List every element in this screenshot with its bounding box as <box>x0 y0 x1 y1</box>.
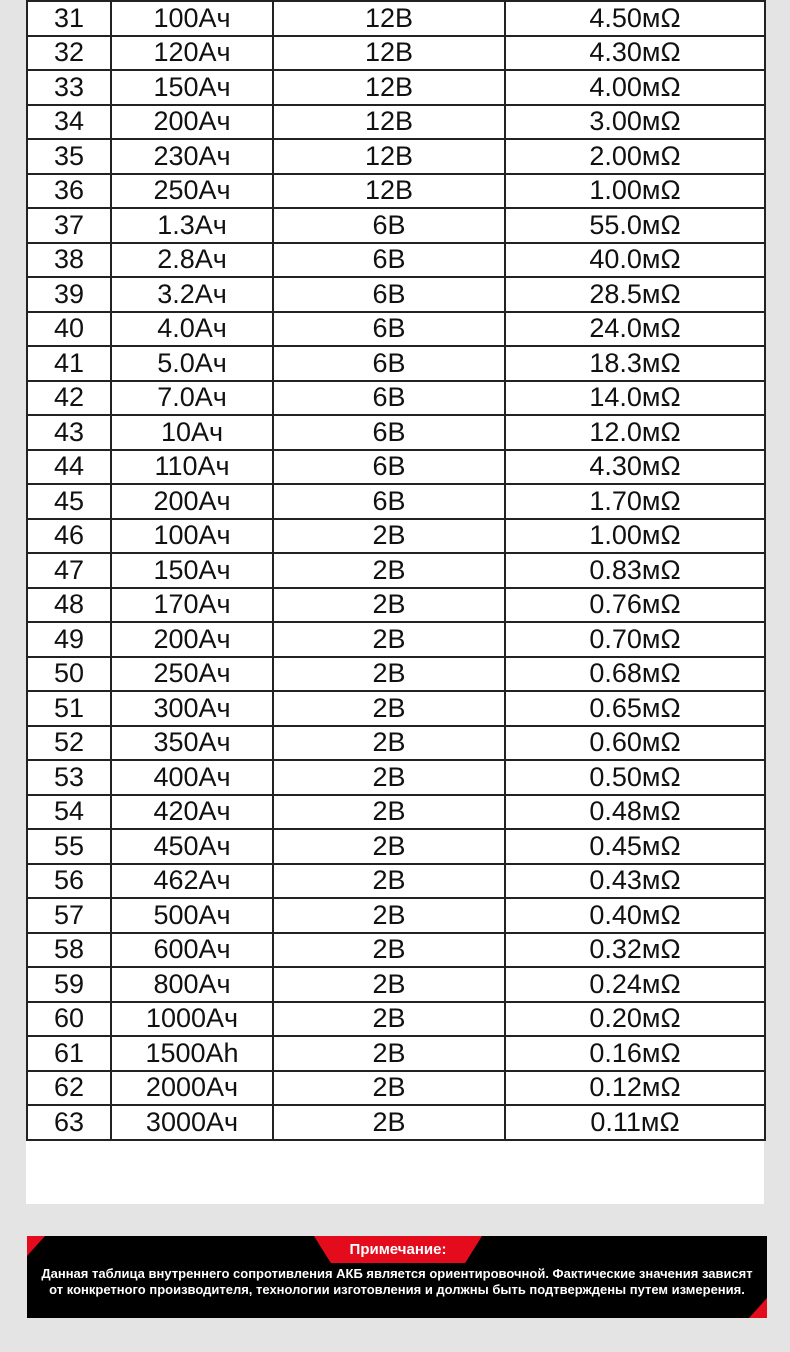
row-number-cell: 62 <box>27 1071 111 1106</box>
resistance-cell: 0.45мΩ <box>505 829 765 864</box>
voltage-cell: 2В <box>273 795 505 830</box>
row-number-cell: 58 <box>27 933 111 968</box>
table-row <box>27 208 765 243</box>
capacity-cell: 250Ач <box>111 174 273 209</box>
row-number-cell: 43 <box>27 415 111 450</box>
resistance-cell: 0.20мΩ <box>505 1002 765 1037</box>
row-number-cell: 56 <box>27 864 111 899</box>
capacity-cell: 200Ач <box>111 105 273 140</box>
capacity-cell: 100Ач <box>111 1 273 36</box>
voltage-cell: 2В <box>273 588 505 623</box>
resistance-cell: 40.0мΩ <box>505 243 765 278</box>
capacity-cell: 7.0Ач <box>111 381 273 416</box>
voltage-cell: 6В <box>273 243 505 278</box>
voltage-cell: 2В <box>273 622 505 657</box>
table-row <box>27 415 765 450</box>
voltage-cell: 6В <box>273 208 505 243</box>
resistance-cell: 0.32мΩ <box>505 933 765 968</box>
voltage-cell: 12В <box>273 36 505 71</box>
row-number-cell: 51 <box>27 691 111 726</box>
capacity-cell: 462Ач <box>111 864 273 899</box>
resistance-cell: 0.43мΩ <box>505 864 765 899</box>
resistance-cell: 18.3мΩ <box>505 346 765 381</box>
voltage-cell: 2В <box>273 1071 505 1106</box>
table-row <box>27 588 765 623</box>
resistance-cell: 14.0мΩ <box>505 381 765 416</box>
resistance-cell: 0.68мΩ <box>505 657 765 692</box>
resistance-cell: 0.16мΩ <box>505 1036 765 1071</box>
capacity-cell: 800Ач <box>111 967 273 1002</box>
capacity-cell: 500Ач <box>111 898 273 933</box>
row-number-cell: 36 <box>27 174 111 209</box>
table-row <box>27 1071 765 1106</box>
row-number-cell: 40 <box>27 312 111 347</box>
voltage-cell: 2В <box>273 519 505 554</box>
table-row <box>27 139 765 174</box>
capacity-cell: 110Ач <box>111 450 273 485</box>
row-number-cell: 53 <box>27 760 111 795</box>
row-number-cell: 37 <box>27 208 111 243</box>
table-row <box>27 933 765 968</box>
resistance-table <box>26 0 766 1141</box>
table-row <box>27 1105 765 1140</box>
capacity-cell: 1500Ah <box>111 1036 273 1071</box>
table-row <box>27 243 765 278</box>
resistance-cell: 0.60мΩ <box>505 726 765 761</box>
voltage-cell: 2В <box>273 691 505 726</box>
table-row <box>27 1002 765 1037</box>
table-row <box>27 864 765 899</box>
capacity-cell: 3000Ач <box>111 1105 273 1140</box>
table-row <box>27 484 765 519</box>
resistance-cell: 1.00мΩ <box>505 519 765 554</box>
note-title: Примечание: <box>349 1241 447 1258</box>
table-row <box>27 657 765 692</box>
capacity-cell: 200Ач <box>111 622 273 657</box>
capacity-cell: 1000Ач <box>111 1002 273 1037</box>
voltage-cell: 6В <box>273 450 505 485</box>
capacity-cell: 170Ач <box>111 588 273 623</box>
row-number-cell: 34 <box>27 105 111 140</box>
table-row <box>27 760 765 795</box>
voltage-cell: 2В <box>273 553 505 588</box>
resistance-cell: 2.00мΩ <box>505 139 765 174</box>
row-number-cell: 32 <box>27 36 111 71</box>
note-text: Данная таблица внутреннего сопротивления АКБ является ориентировочной. Фактические значения зависят от конкретного производителя, технологии изготовления и должны быть подтверждены путем измерения. <box>41 1266 753 1297</box>
resistance-cell: 4.30мΩ <box>505 36 765 71</box>
table-row <box>27 312 765 347</box>
voltage-cell: 12В <box>273 1 505 36</box>
row-number-cell: 48 <box>27 588 111 623</box>
voltage-cell: 2В <box>273 933 505 968</box>
voltage-cell: 6В <box>273 277 505 312</box>
capacity-cell: 420Ач <box>111 795 273 830</box>
voltage-cell: 6В <box>273 415 505 450</box>
resistance-cell: 0.11мΩ <box>505 1105 765 1140</box>
resistance-cell: 24.0мΩ <box>505 312 765 347</box>
table-row <box>27 1 765 36</box>
row-number-cell: 44 <box>27 450 111 485</box>
voltage-cell: 6В <box>273 484 505 519</box>
capacity-cell: 400Ач <box>111 760 273 795</box>
row-number-cell: 59 <box>27 967 111 1002</box>
row-number-cell: 60 <box>27 1002 111 1037</box>
row-number-cell: 50 <box>27 657 111 692</box>
resistance-cell: 12.0мΩ <box>505 415 765 450</box>
table-row <box>27 829 765 864</box>
voltage-cell: 2В <box>273 1036 505 1071</box>
table-row <box>27 70 765 105</box>
table-row <box>27 1036 765 1071</box>
row-number-cell: 33 <box>27 70 111 105</box>
voltage-cell: 12В <box>273 70 505 105</box>
row-number-cell: 61 <box>27 1036 111 1071</box>
capacity-cell: 150Ач <box>111 70 273 105</box>
resistance-cell: 0.50мΩ <box>505 760 765 795</box>
row-number-cell: 46 <box>27 519 111 554</box>
table-row <box>27 898 765 933</box>
row-number-cell: 47 <box>27 553 111 588</box>
table-row <box>27 105 765 140</box>
resistance-cell: 28.5мΩ <box>505 277 765 312</box>
capacity-cell: 600Ач <box>111 933 273 968</box>
row-number-cell: 49 <box>27 622 111 657</box>
table-row <box>27 519 765 554</box>
row-number-cell: 63 <box>27 1105 111 1140</box>
table-row <box>27 277 765 312</box>
resistance-cell: 4.50мΩ <box>505 1 765 36</box>
voltage-cell: 2В <box>273 967 505 1002</box>
capacity-cell: 250Ач <box>111 657 273 692</box>
capacity-cell: 4.0Ач <box>111 312 273 347</box>
row-number-cell: 41 <box>27 346 111 381</box>
capacity-cell: 200Ач <box>111 484 273 519</box>
table-row <box>27 726 765 761</box>
table-row <box>27 381 765 416</box>
capacity-cell: 150Ач <box>111 553 273 588</box>
resistance-cell: 0.76мΩ <box>505 588 765 623</box>
resistance-cell: 1.00мΩ <box>505 174 765 209</box>
voltage-cell: 2В <box>273 726 505 761</box>
resistance-cell: 4.30мΩ <box>505 450 765 485</box>
row-number-cell: 35 <box>27 139 111 174</box>
resistance-cell: 55.0мΩ <box>505 208 765 243</box>
resistance-cell: 0.48мΩ <box>505 795 765 830</box>
voltage-cell: 6В <box>273 346 505 381</box>
capacity-cell: 1.3Ач <box>111 208 273 243</box>
row-number-cell: 52 <box>27 726 111 761</box>
row-number-cell: 42 <box>27 381 111 416</box>
voltage-cell: 2В <box>273 657 505 692</box>
table-row <box>27 553 765 588</box>
table-row <box>27 622 765 657</box>
resistance-cell: 0.24мΩ <box>505 967 765 1002</box>
voltage-cell: 12В <box>273 174 505 209</box>
row-number-cell: 31 <box>27 1 111 36</box>
capacity-cell: 350Ач <box>111 726 273 761</box>
row-number-cell: 57 <box>27 898 111 933</box>
table-row <box>27 36 765 71</box>
voltage-cell: 6В <box>273 381 505 416</box>
voltage-cell: 2В <box>273 1105 505 1140</box>
row-number-cell: 54 <box>27 795 111 830</box>
resistance-table-wrapper <box>26 0 764 1204</box>
capacity-cell: 100Ач <box>111 519 273 554</box>
capacity-cell: 5.0Ач <box>111 346 273 381</box>
capacity-cell: 300Ач <box>111 691 273 726</box>
voltage-cell: 12В <box>273 105 505 140</box>
table-row <box>27 174 765 209</box>
voltage-cell: 2В <box>273 864 505 899</box>
voltage-cell: 2В <box>273 898 505 933</box>
row-number-cell: 39 <box>27 277 111 312</box>
resistance-cell: 0.83мΩ <box>505 553 765 588</box>
row-number-cell: 45 <box>27 484 111 519</box>
resistance-cell: 0.40мΩ <box>505 898 765 933</box>
table-row <box>27 691 765 726</box>
capacity-cell: 2000Ач <box>111 1071 273 1106</box>
voltage-cell: 2В <box>273 829 505 864</box>
resistance-cell: 1.70мΩ <box>505 484 765 519</box>
capacity-cell: 10Ач <box>111 415 273 450</box>
table-row <box>27 346 765 381</box>
voltage-cell: 12В <box>273 139 505 174</box>
table-row <box>27 967 765 1002</box>
voltage-cell: 2В <box>273 760 505 795</box>
capacity-cell: 230Ач <box>111 139 273 174</box>
voltage-cell: 2В <box>273 1002 505 1037</box>
resistance-cell: 0.70мΩ <box>505 622 765 657</box>
capacity-cell: 3.2Ач <box>111 277 273 312</box>
table-row <box>27 450 765 485</box>
voltage-cell: 6В <box>273 312 505 347</box>
resistance-cell: 0.12мΩ <box>505 1071 765 1106</box>
table-row <box>27 795 765 830</box>
capacity-cell: 2.8Ач <box>111 243 273 278</box>
row-number-cell: 55 <box>27 829 111 864</box>
resistance-cell: 3.00мΩ <box>505 105 765 140</box>
capacity-cell: 450Ач <box>111 829 273 864</box>
row-number-cell: 38 <box>27 243 111 278</box>
resistance-cell: 0.65мΩ <box>505 691 765 726</box>
capacity-cell: 120Ач <box>111 36 273 71</box>
resistance-cell: 4.00мΩ <box>505 70 765 105</box>
